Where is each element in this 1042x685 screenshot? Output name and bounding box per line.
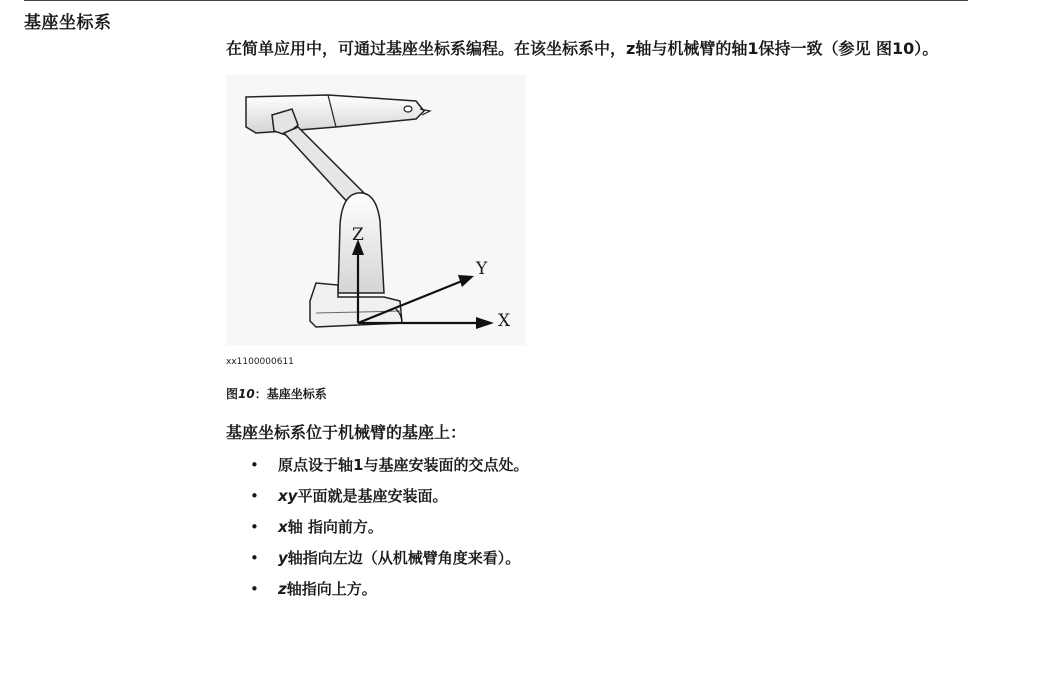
y-axis-label: Y [476,259,488,279]
item-text: 轴指向上方。 [286,580,377,598]
caption-prefix: 图 [226,387,239,401]
intro-paragraph: 在简单应用中，可通过基座坐标系编程。在该坐标系中，z轴与机械臂的轴1保持一致（参见 图10）。 [226,39,939,58]
figure-caption [226,385,986,402]
list-item [226,579,986,610]
robot-figure [226,75,526,345]
figure-id: xx1100000611 [226,357,294,367]
item-text: 轴 指向前方。 [287,518,383,536]
description: 基座坐标系位于机械臂的基座上： [226,423,467,442]
item-italic: y [278,549,288,567]
item-italic: xy [278,487,298,505]
z-axis-label: Z [352,225,364,245]
item-italic: x [278,518,288,536]
bullet-dot: • [250,518,259,536]
list-item [226,486,986,517]
x-axis-label: X [498,311,511,331]
item-text: 平面就是基座安装面。 [297,487,448,505]
bullet-dot: • [250,580,259,598]
list-item [226,548,986,579]
caption-number: 10 [238,387,255,401]
top-rule [24,0,968,1]
caption-text: ：基座坐标系 [254,387,327,401]
robot-base-frame-illustration [226,75,526,345]
bullet-dot: • [250,549,259,567]
section-title: 基座坐标系 [24,13,112,33]
item-text: 原点设于轴1与基座安装面的交点处。 [278,456,529,474]
bullet-list [226,455,986,610]
bullet-dot: • [250,456,259,474]
bullet-dot: • [250,487,259,505]
list-item [226,517,986,548]
content [226,36,986,610]
item-italic: z [278,580,287,598]
list-item [226,455,986,486]
item-text: 轴指向左边（从机械臂角度来看）。 [287,549,521,567]
